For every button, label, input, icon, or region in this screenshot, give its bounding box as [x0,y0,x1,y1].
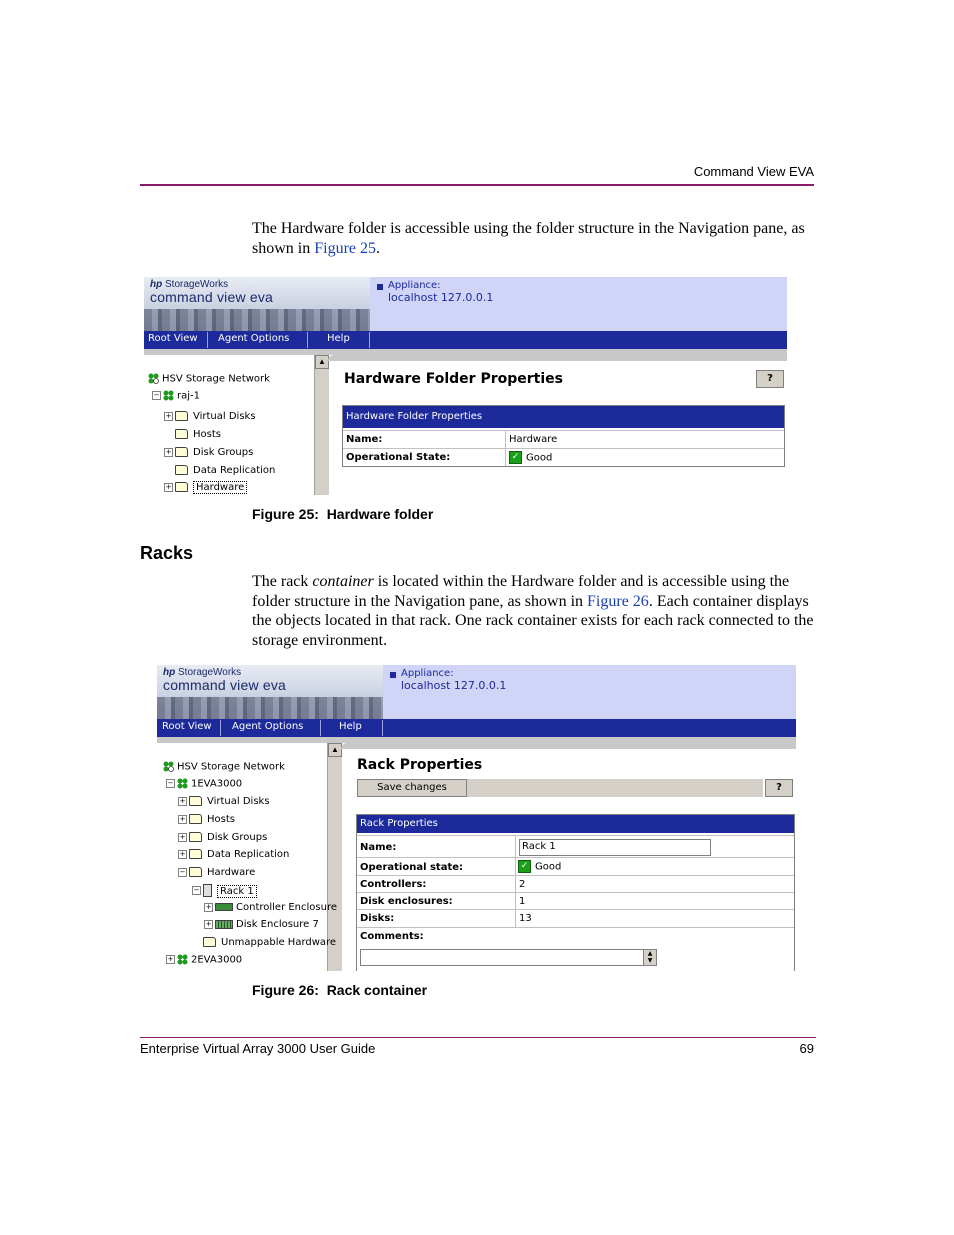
column-divider [515,835,516,927]
tree-item-disk-groups[interactable]: + Disk Groups [179,832,268,843]
help-button[interactable]: ? [756,370,784,388]
footer-title: Enterprise Virtual Array 3000 User Guide [140,1041,376,1056]
intro-text-end: . [376,239,381,257]
tree-item-virtual-disks[interactable]: + Virtual Disks [165,411,256,422]
menu-separator [369,332,370,348]
menu-separator [207,332,208,348]
figure26-link[interactable]: Figure 26 [587,592,649,610]
folder-icon [175,447,188,457]
table-row: Name: Rack 1 [357,835,794,858]
tree-item-network[interactable]: HSV Storage Network [163,761,285,773]
tree-item-system[interactable]: − raj-1 [153,390,200,402]
tree-item-hardware[interactable]: − Hardware [179,867,256,878]
hp-logo: hp StorageWorks [163,667,242,678]
rack-image [157,697,383,719]
tree-item-disk-enclosure[interactable]: + Disk Enclosure 7 [205,919,319,930]
storage-system-icon [177,778,188,789]
folder-icon [175,429,188,439]
collapse-icon[interactable]: − [153,391,160,399]
expand-icon[interactable]: + [179,814,186,823]
menu-root-view[interactable]: Root View [148,333,198,344]
properties-title: Rack Properties [357,757,483,773]
tree-item-controller-enclosure[interactable]: + Controller Enclosure [205,902,338,913]
tree-item-hardware[interactable]: + Hardware [164,482,247,493]
table-row: Controllers: 2 [357,875,794,893]
tree-item-rack[interactable]: − Rack 1 [192,884,257,897]
tree-item-system-2[interactable]: + 2EVA3000 [167,954,243,966]
storage-system-icon [163,390,174,401]
figure26-caption: Figure 26: Rack container [252,982,428,998]
tree-item-data-replication[interactable]: Data Replication [175,465,275,476]
table-header: Rack Properties [357,815,794,835]
properties-table [342,405,785,467]
appliance-value: localhost 127.0.0.1 [401,679,507,692]
intro-text: The Hardware folder is accessible using the folder structure in the Navigation pane, as shown in [252,220,805,257]
table-row: Operational state: ✓ Good [357,857,794,876]
rack-name-input[interactable]: Rack 1 [519,839,711,856]
content-frame-top [341,743,796,749]
expand-icon[interactable]: + [167,955,174,963]
table-row: Name: Hardware [343,430,784,449]
network-icon [148,373,159,384]
tree-item-hosts[interactable]: + Hosts [179,814,235,825]
menu-agent-options[interactable]: Agent Options [232,721,304,732]
scroll-up-icon[interactable]: ▲ [315,355,329,369]
folder-icon [189,796,202,806]
product-name: command view eva [163,677,287,693]
menu-separator [220,720,221,736]
help-button[interactable]: ? [765,779,793,797]
table-row: Operational State: ✓ Good [343,448,784,467]
check-icon: ✓ [509,451,522,464]
save-changes-button[interactable]: Save changes [357,779,467,797]
intro-paragraph [252,219,814,258]
table-row: Disk enclosures: 1 [357,892,794,910]
figure25-link[interactable]: Figure 25 [314,239,377,257]
expand-icon[interactable]: + [205,902,212,911]
nav-scrollbar[interactable] [314,355,329,495]
tree-item-system[interactable]: − 1EVA3000 [167,778,243,790]
running-header: Command View EVA [693,164,814,179]
figure25-screenshot [144,277,787,495]
menu-separator [307,332,308,348]
folder-icon [189,849,202,859]
disk-enclosure-icon [215,920,233,929]
tree-item-hosts[interactable]: Hosts [175,429,221,440]
comments-textarea[interactable] [360,949,657,966]
figure25-caption: Figure 25: Hardware folder [252,506,434,522]
product-name: command view eva [150,289,274,305]
folder-icon [189,814,202,824]
collapse-icon[interactable]: − [167,779,174,787]
table-row: Disks: 13 [357,909,794,928]
tree-item-disk-groups[interactable]: + Disk Groups [165,447,254,458]
footer-rule [140,1037,816,1038]
header-rule [140,184,814,186]
rack-icon [203,884,212,897]
textarea-scroll-icon[interactable]: ▲ ▼ [643,950,656,965]
hp-logo: hp StorageWorks [150,279,229,290]
tree-item-data-replication[interactable]: + Data Replication [179,849,290,860]
expand-icon[interactable]: + [205,919,212,928]
page-number: 69 [799,1041,814,1056]
menu-agent-options[interactable]: Agent Options [218,333,290,344]
column-divider [505,430,506,466]
racks-paragraph: The rack container is located within the Hardware folder and is accessible using the folder structure in the Navigation pane, as shown in Figure 26. Each container displays the objects located in that rack. One rack container exists for each rack connected to the storage environment. [252,573,814,649]
rack-image [144,309,370,331]
tree-item-unmappable-hardware[interactable]: Unmappable Hardware [203,937,336,948]
menu-separator [320,720,321,736]
content-frame-top [328,355,787,361]
appliance-label: Appliance: [388,280,441,291]
tree-item-virtual-disks[interactable]: + Virtual Disks [179,796,270,807]
expand-icon[interactable]: + [165,482,172,491]
collapse-icon[interactable]: − [179,867,186,876]
appliance-bullet-icon [377,284,383,290]
folder-icon [203,937,216,947]
properties-table [356,814,795,971]
expand-icon[interactable]: + [165,411,172,420]
open-folder-icon [189,867,202,877]
banner-logo-area [157,665,383,719]
storage-system-icon [177,954,188,965]
properties-title: Hardware Folder Properties [344,371,563,387]
scroll-up-icon[interactable]: ▲ [328,743,342,757]
folder-icon [175,482,188,492]
button-bar [467,779,763,797]
collapse-icon[interactable]: − [193,886,200,894]
expand-icon[interactable]: + [179,832,186,841]
expand-icon[interactable]: + [179,796,186,805]
expand-icon[interactable]: + [165,447,172,456]
tree-item-network[interactable]: HSV Storage Network [148,373,270,385]
network-icon [163,761,174,772]
appliance-value: localhost 127.0.0.1 [388,291,494,304]
folder-icon [175,465,188,475]
banner-logo-area [144,277,370,331]
menu-help[interactable]: Help [327,333,350,344]
appliance-label: Appliance: [401,668,454,679]
figure26-screenshot [157,665,796,971]
table-row: Comments: [357,927,794,946]
menu-separator [382,720,383,736]
appliance-bullet-icon [390,672,396,678]
controller-icon [215,903,233,911]
folder-icon [175,411,188,421]
folder-icon [189,832,202,842]
check-icon: ✓ [518,860,531,873]
menu-help[interactable]: Help [339,721,362,732]
expand-icon[interactable]: + [179,849,186,858]
table-header: Hardware Folder Properties [343,406,784,430]
section-heading-racks: Racks [140,543,194,563]
menu-root-view[interactable]: Root View [162,721,212,732]
